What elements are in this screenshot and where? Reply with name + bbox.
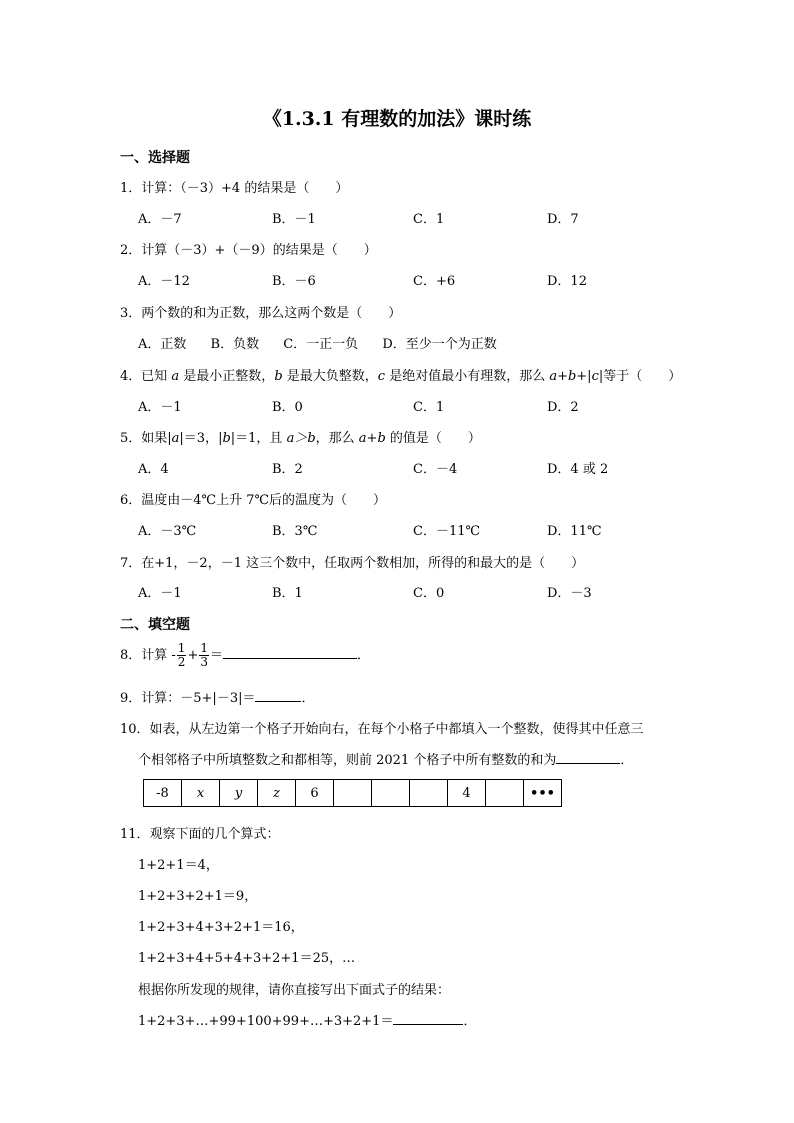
question-9 [120, 687, 314, 706]
q4-expression: a+b+|c| [549, 369, 604, 384]
q8-prefix: 8．计算 - [120, 648, 176, 663]
q5-text-2: |＝1，且 [230, 431, 287, 446]
question-8 [120, 642, 370, 669]
fraction-denominator: 2 [177, 655, 186, 669]
q9-end: ． [301, 691, 315, 706]
grid-cell: 6 [296, 780, 334, 807]
option-d: D．至少一个为正数 [382, 337, 497, 352]
q4-text-4: 等于（ ） [603, 369, 682, 384]
option-d: D．11℃ [547, 524, 602, 539]
option-b: B．－6 [272, 274, 316, 289]
formula-line-3: 1+2+3+4+3+2+1＝16， [138, 920, 304, 935]
option-d: D．4 或 2 [547, 462, 609, 477]
option-a: A．4 [138, 462, 169, 477]
question-1: 1．计算：（－3）+4 的结果是（ ） [120, 181, 349, 196]
option-d: D．12 [547, 274, 587, 289]
grid-cell [372, 780, 410, 807]
q11-final-text: 1+2+3+…+99+100+99+…+3+2+1＝ [138, 1014, 394, 1029]
option-c: C．0 [413, 586, 445, 601]
q11-final-expression [138, 1010, 476, 1029]
formula-line-4: 1+2+3+4+5+4+3+2+1＝25，… [138, 951, 356, 966]
section-fill-in: 二、填空题 [120, 617, 190, 633]
q4-prefix: 4．已知 [120, 369, 172, 384]
q5-text-4: 的值是（ ） [385, 431, 481, 446]
grid-cell [334, 780, 372, 807]
fraction-denominator: 3 [200, 655, 208, 669]
var-b: b [222, 431, 231, 446]
option-a: A．－1 [138, 586, 182, 601]
option-a: A．－1 [138, 400, 182, 415]
fraction-one-half [177, 642, 187, 669]
question-4-options [138, 396, 778, 414]
question-3: 3．两个数的和为正数，那么这两个数是（ ） [120, 306, 402, 321]
answer-blank[interactable] [393, 1011, 463, 1025]
grid-cell [258, 780, 296, 807]
q8-end: ． [357, 648, 371, 663]
question-10-line-2 [138, 749, 633, 768]
option-b: B．负数 [210, 337, 260, 352]
question-5 [120, 427, 481, 446]
question-4 [120, 365, 681, 384]
grid-cell-ellipsis: ••• [524, 780, 562, 807]
q5-expression: a+b [358, 431, 386, 446]
q4-text-1: 是最小正整数， [179, 369, 275, 384]
question-10-line-1: 10．如表，从左边第一个格子开始向右，在每个小格子中都填入一个整数，使得其中任意三 [120, 722, 644, 737]
var-a: a [171, 369, 180, 384]
option-d: D．－3 [547, 586, 592, 601]
formula-line-2: 1+2+3+2+1＝9， [138, 889, 258, 904]
question-6-options [138, 520, 778, 538]
var-b: b [274, 369, 283, 384]
question-5-options [138, 458, 778, 476]
fraction-one-third [199, 642, 209, 669]
formula-line-1: 1+2+1＝4， [138, 858, 219, 873]
grid-cell [182, 780, 220, 807]
var-z: z [273, 785, 280, 801]
q11-end: ． [463, 1014, 477, 1029]
option-a: A．正数 [138, 337, 187, 352]
fraction-numerator: 1 [177, 641, 186, 655]
section-multiple-choice: 一、选择题 [120, 150, 190, 166]
option-a: A．－12 [138, 274, 190, 289]
question-2: 2．计算（－3）+（－9）的结果是（ ） [120, 243, 377, 258]
answer-blank[interactable] [556, 750, 620, 764]
option-a: A．－7 [138, 212, 182, 227]
plus-sign: + [187, 648, 199, 663]
q5-comparison: a＞b [286, 431, 316, 446]
page-title: 《1.3.1 有理数的加法》课时练 [262, 108, 532, 130]
option-d: D．7 [547, 212, 579, 227]
q5-text-1: |＝3，| [179, 431, 223, 446]
question-2-options [138, 270, 778, 288]
answer-blank[interactable] [255, 688, 301, 702]
option-b: B．1 [272, 586, 303, 601]
table-row [144, 780, 562, 807]
q10-end: ． [620, 753, 634, 768]
var-c: c [377, 369, 386, 384]
grid-cell: -8 [144, 780, 182, 807]
grid-cell: 4 [448, 780, 486, 807]
option-c: C．－4 [413, 462, 458, 477]
question-7: 7．在+1，－2，－1 这三个数中，任取两个数相加，所得的和最大的是（ ） [120, 556, 585, 571]
question-6: 6．温度由－4℃上升 7℃后的温度为（ ） [120, 493, 387, 508]
fraction-numerator: 1 [200, 641, 208, 655]
q10-text: 个相邻格子中所填整数之和都相等，则前 2021 个格子中所有整数的和为 [138, 753, 557, 768]
option-b: B．0 [272, 400, 303, 415]
answer-blank[interactable] [223, 645, 357, 659]
var-a: a [171, 431, 180, 446]
number-grid-table [143, 779, 562, 807]
option-c: C．+6 [413, 274, 456, 289]
option-c: C．1 [413, 400, 445, 415]
q5-text-3: ，那么 [315, 431, 359, 446]
question-7-options [138, 582, 778, 600]
q11-instruction: 根据你所发现的规律，请你直接写出下面式子的结果： [138, 983, 451, 998]
grid-cell [410, 780, 448, 807]
q5-prefix: 5．如果| [120, 431, 172, 446]
option-c: C．1 [413, 212, 445, 227]
q4-text-3: 是绝对值最小有理数，那么 [385, 369, 550, 384]
q9-text: 9．计算：－5+|－3|＝ [120, 691, 256, 706]
question-1-options [138, 208, 778, 226]
option-b: B．－1 [272, 212, 316, 227]
grid-cell [220, 780, 258, 807]
question-11: 11．观察下面的几个算式： [120, 827, 280, 842]
option-c: C．－11℃ [413, 524, 481, 539]
q4-text-2: 是最大负整数， [282, 369, 378, 384]
option-c: C．一正一负 [283, 337, 359, 352]
var-y: y [234, 785, 243, 801]
option-d: D．2 [547, 400, 579, 415]
question-3-options [138, 333, 778, 351]
grid-cell [486, 780, 524, 807]
option-a: A．－3℃ [138, 524, 197, 539]
var-x: x [196, 785, 205, 801]
equals-sign: ＝ [209, 648, 223, 663]
option-b: B．2 [272, 462, 303, 477]
option-b: B．3℃ [272, 524, 318, 539]
